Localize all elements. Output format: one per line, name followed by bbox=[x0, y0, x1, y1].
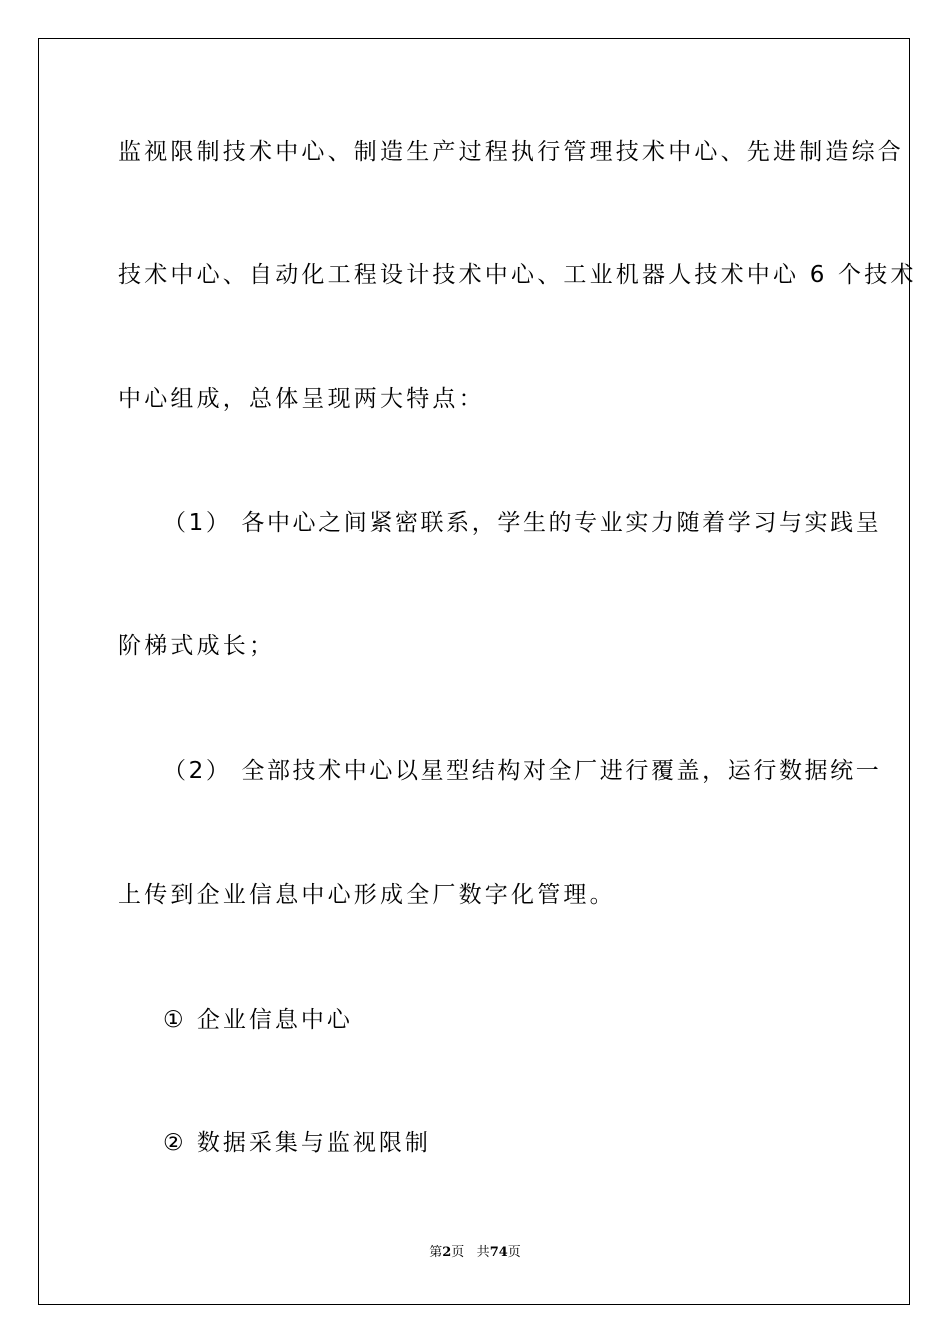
page-number: 2 bbox=[442, 1245, 452, 1260]
paragraph-line-2: 技术中心、自动化工程设计技术中心、工业机器人技术中心 6 个技术 bbox=[118, 262, 917, 288]
list-item-2-line-2: 上传到企业信息中心形成全厂数字化管理。 bbox=[118, 882, 616, 908]
total-pages: 74 bbox=[489, 1245, 508, 1260]
list-item-1-line-2: 阶梯式成长； bbox=[118, 633, 276, 659]
paragraph-line-1: 监视限制技术中心、制造生产过程执行管理技术中心、先进制造综合 bbox=[118, 139, 904, 165]
paragraph-line-3: 中心组成，总体呈现两大特点： bbox=[118, 386, 485, 412]
total-prefix: 共 bbox=[476, 1245, 490, 1260]
page-frame bbox=[38, 38, 910, 1305]
page-prefix: 第 bbox=[429, 1245, 443, 1260]
list-item-2-line-1: （2） 全部技术中心以星型结构对全厂进行覆盖，运行数据统一 bbox=[163, 758, 882, 784]
page-footer bbox=[0, 1244, 950, 1262]
list-item-1-line-1: （1） 各中心之间紧密联系，学生的专业实力随着学习与实践呈 bbox=[163, 510, 882, 536]
page-suffix: 页 bbox=[451, 1245, 465, 1260]
numbered-item-2: ② 数据采集与监视限制 bbox=[163, 1130, 431, 1156]
numbered-item-1: ① 企业信息中心 bbox=[163, 1007, 353, 1033]
total-suffix: 页 bbox=[507, 1245, 521, 1260]
